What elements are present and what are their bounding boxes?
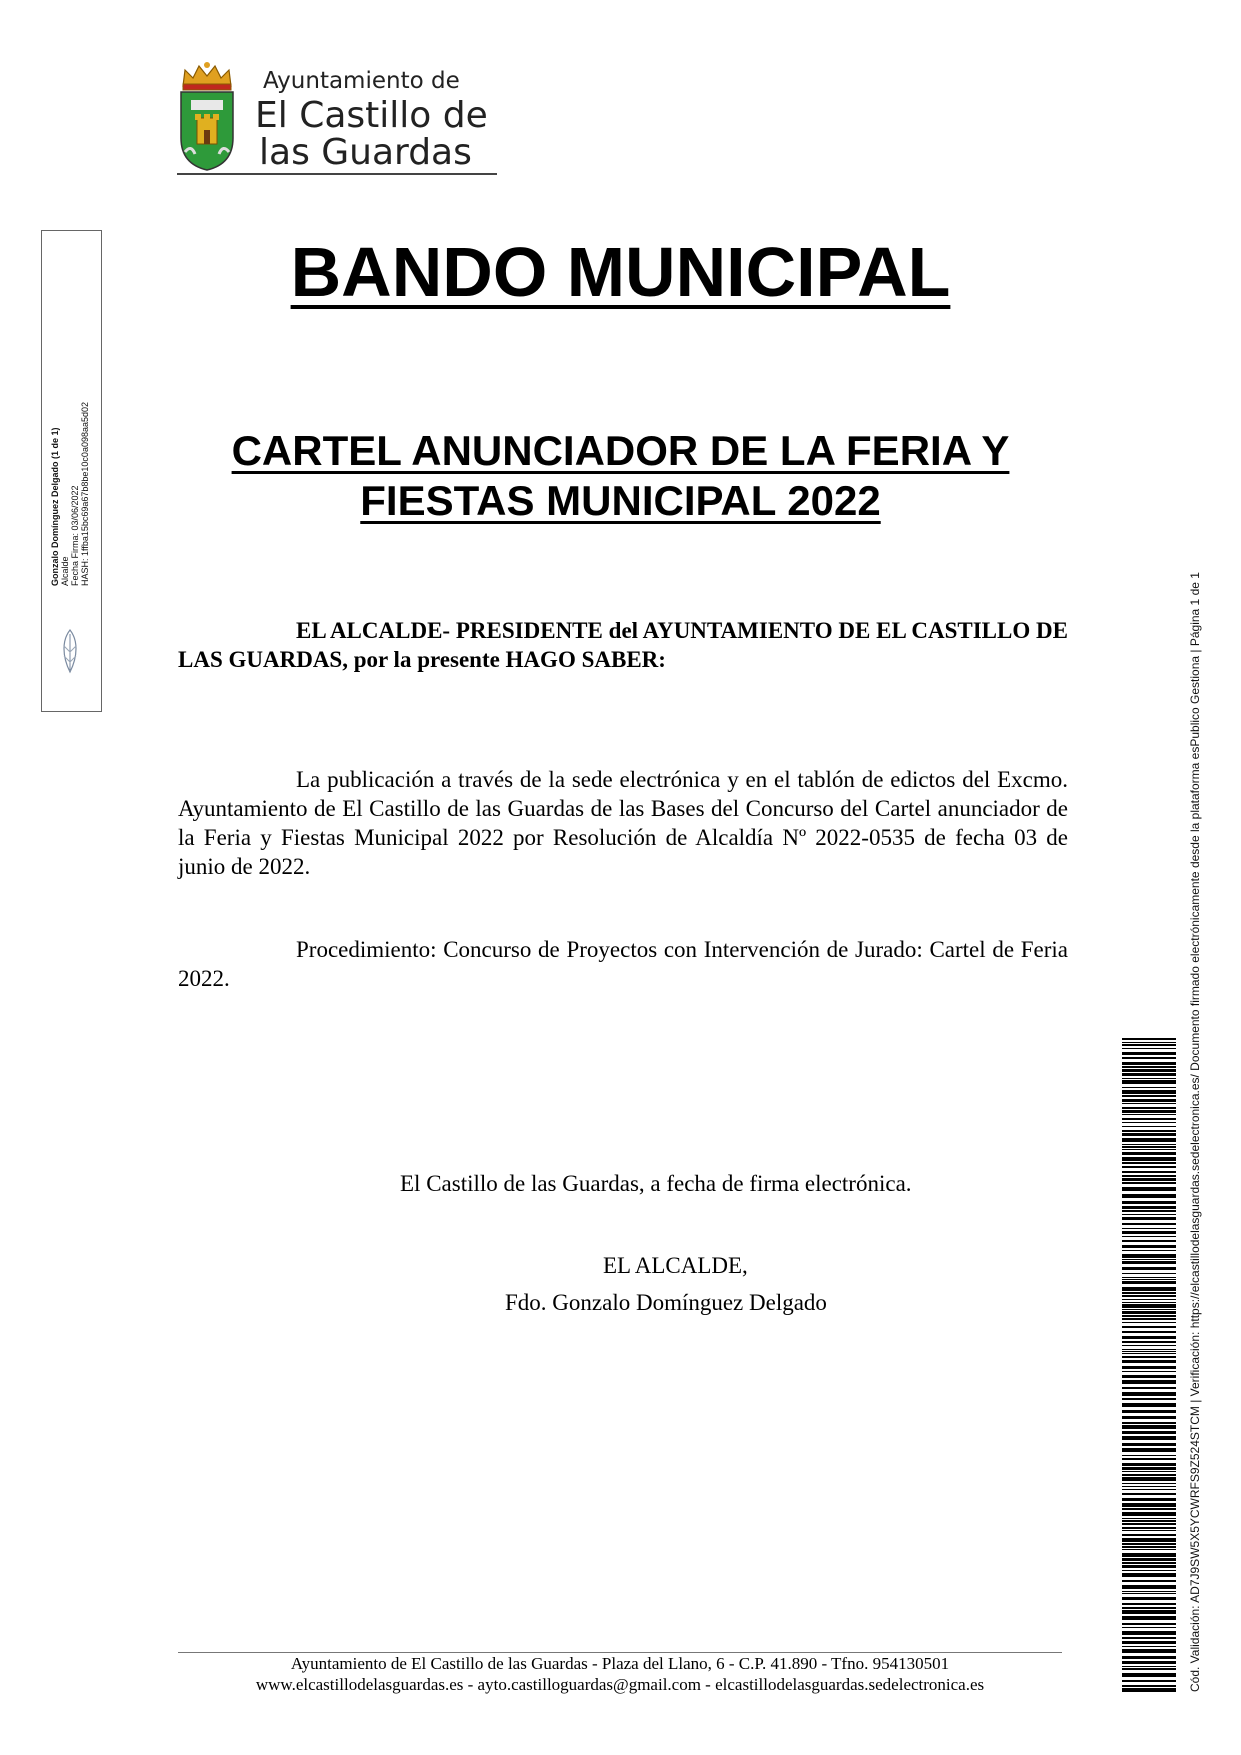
barcode-bar [1122, 1210, 1176, 1212]
barcode-bar [1122, 1217, 1176, 1220]
barcode-bar [1122, 1304, 1176, 1308]
logo-text-line1: Ayuntamiento de [263, 68, 460, 94]
barcode-bar [1122, 1133, 1176, 1136]
barcode-bar [1122, 1062, 1176, 1065]
barcode-bar [1122, 1631, 1176, 1635]
barcode-bar [1122, 1573, 1176, 1577]
barcode-bar [1122, 1458, 1176, 1460]
barcode-bar [1122, 1527, 1176, 1529]
barcode-bar [1122, 1673, 1176, 1677]
barcode-bar [1122, 1223, 1176, 1225]
barcode-bar [1122, 1562, 1176, 1564]
barcode-bar [1122, 1688, 1176, 1692]
barcode-bar [1122, 1254, 1176, 1258]
barcode-bar [1122, 1311, 1176, 1314]
barcode-bar [1122, 1078, 1176, 1079]
barcode-bar [1122, 1543, 1176, 1545]
barcode-bar [1122, 1057, 1176, 1059]
barcode-bar [1122, 1201, 1176, 1204]
barcode-bar [1122, 1380, 1176, 1384]
barcode-bar [1122, 1152, 1176, 1155]
barcode-bar [1122, 1585, 1176, 1589]
barcode-bar [1122, 1356, 1176, 1358]
barcode-bar [1122, 1360, 1176, 1363]
logo-text-line2: El Castillo de [255, 95, 488, 136]
barcode-bar [1122, 1138, 1176, 1142]
barcode-bar [1122, 1038, 1176, 1040]
barcode-bar [1122, 1549, 1176, 1550]
barcode-bar [1122, 1231, 1176, 1234]
barcode-bar [1122, 1436, 1176, 1440]
barcode-bar [1122, 1144, 1176, 1145]
barcode-bar [1122, 1534, 1176, 1536]
signature-date: Fecha Firma: 03/06/2022 [70, 485, 80, 586]
document-title: BANDO MUNICIPAL [290, 233, 951, 311]
barcode-bar [1122, 1503, 1176, 1507]
municipal-logo [177, 60, 497, 176]
barcode-bar [1122, 1471, 1176, 1472]
document-subtitle: CARTEL ANUNCIADOR DE LA FERIA Y FIESTAS MUNICIPAL 2022 [231, 427, 1010, 524]
barcode-bar [1122, 1448, 1176, 1452]
barcode-bar [1122, 1130, 1176, 1132]
logo-text-line3: las Guardas [259, 132, 472, 173]
barcode-bar [1122, 1387, 1176, 1389]
barcode-bar [1122, 1178, 1176, 1181]
footer-address: Ayuntamiento de El Castillo de las Guardas - Plaza del Llano, 6 - C.P. 41.890 - Tfno. 954130501 [290, 1654, 950, 1673]
barcode-bar [1122, 1087, 1176, 1088]
barcode-bar [1122, 1603, 1176, 1605]
barcode-bar [1122, 1341, 1176, 1343]
barcode-bar [1122, 1546, 1176, 1548]
barcode-bar [1122, 1474, 1176, 1476]
barcode-bar [1122, 1616, 1176, 1620]
barcode-bar [1122, 1095, 1176, 1097]
barcode-bar [1122, 1122, 1176, 1123]
barcode-bar [1122, 1443, 1176, 1446]
barcode-bar [1122, 1118, 1176, 1120]
body-paragraph-1: La publicación a través de la sede electrónica y en el tablón de edictos del Excmo. Ayuntamiento de El Castillo de las Guardas de las Bases del Concurso del Cartel anunciador de la Feria y Fiestas Municipal 2022 por Resolución de Alcaldía Nº 2022-0535 de fecha 03 de junio de 2022. [178, 767, 1068, 879]
barcode-bar [1122, 1322, 1176, 1323]
barcode-bar [1122, 1162, 1176, 1164]
barcode-bar [1122, 1498, 1176, 1501]
barcode-bar [1122, 1477, 1176, 1481]
barcode-bar [1122, 1410, 1176, 1413]
barcode-bar [1122, 1680, 1176, 1682]
barcode-bar [1122, 1182, 1176, 1184]
barcode-bar [1122, 1042, 1176, 1043]
barcode-bar [1122, 1103, 1176, 1104]
barcode-bar [1122, 1610, 1176, 1614]
signature-hash: HASH: 1ffba15bc69a67b8be10c0a098aa5d02 [80, 402, 90, 586]
barcode-bar [1122, 1403, 1176, 1407]
barcode-bar [1122, 1267, 1176, 1270]
barcode-bar [1122, 1299, 1176, 1300]
barcode-bar [1122, 1538, 1176, 1542]
barcode-bar [1122, 1425, 1176, 1429]
barcode-bar [1122, 1240, 1176, 1242]
barcode-bar [1122, 1295, 1176, 1297]
barcode-bar [1122, 1565, 1176, 1568]
barcode-bar [1122, 1463, 1176, 1466]
barcode-bar [1122, 1146, 1176, 1148]
barcode-bar [1122, 1467, 1176, 1470]
barcode-bar [1122, 1518, 1176, 1519]
barcode-bar [1122, 1623, 1176, 1625]
barcode-bar [1122, 1315, 1176, 1317]
barcode-bar [1122, 1069, 1176, 1072]
barcode-bar [1122, 1392, 1176, 1396]
barcode-bar [1122, 1593, 1176, 1594]
barcode-bar [1122, 1214, 1176, 1215]
barcode-bar [1122, 1580, 1176, 1582]
barcode-bar [1122, 1277, 1176, 1278]
barcode-bar [1122, 1591, 1176, 1592]
barcode-bar [1122, 1486, 1176, 1487]
barcode-bar [1122, 1326, 1176, 1328]
barcode-bar [1122, 1637, 1176, 1639]
barcode-bar [1122, 1175, 1176, 1177]
barcode-bar [1122, 1245, 1176, 1248]
barcode-bar [1122, 1126, 1176, 1127]
intro-paragraph: EL ALCALDE- PRESIDENTE del AYUNTAMIENTO DE EL CASTILLO DE LAS GUARDAS, por la presente HAGO SABER: [178, 618, 1068, 672]
barcode-bar [1122, 1287, 1176, 1291]
footer-divider [178, 1652, 1062, 1653]
barcode-bar [1122, 1483, 1176, 1484]
barcode-bar [1122, 1066, 1176, 1068]
barcode-bar [1122, 1668, 1176, 1670]
barcode-bar [1122, 1080, 1176, 1084]
place-date-line: El Castillo de las Guardas, a fecha de firma electrónica. [400, 1171, 912, 1196]
barcode-bar [1122, 1553, 1176, 1557]
barcode-bar [1122, 1090, 1176, 1094]
barcode-bar [1122, 1416, 1176, 1419]
barcode-bar [1122, 1345, 1176, 1346]
barcode-bar [1122, 1292, 1176, 1294]
barcode-bar [1122, 1455, 1176, 1456]
barcode-bar [1122, 1099, 1176, 1102]
barcode-bar [1122, 1627, 1176, 1628]
barcode-bar [1122, 1336, 1176, 1339]
barcode-bar [1122, 1107, 1176, 1109]
validation-barcode-icon [1122, 1038, 1176, 1694]
barcode-bar [1122, 1273, 1176, 1274]
barcode-bar [1122, 1259, 1176, 1260]
barcode-bar [1122, 1309, 1176, 1310]
barcode-bar [1122, 1044, 1176, 1046]
logo-underline [177, 173, 497, 175]
barcode-bar [1122, 1641, 1176, 1644]
barcode-bar [1122, 1194, 1176, 1198]
signature-role: Alcalde [60, 556, 70, 586]
barcode-bar [1122, 1279, 1176, 1280]
validation-text: Cód. Validación: AD7J9SW5X5YCWRFS9Z524STCM | Verificación: https://elcastillodelasguardas.sedelectronica.es/ Documento firmado electrónicamente desde la plataforma esPublico Gestiona | Página 1 de 1 [1188, 572, 1202, 1692]
barcode-bar [1122, 1228, 1176, 1229]
barcode-bar [1122, 1048, 1176, 1049]
body-paragraph-2: Procedimiento: Concurso de Proyectos con Intervención de Jurado: Cartel de Feria 2022. [178, 937, 1068, 991]
barcode-bar [1122, 1149, 1176, 1150]
barcode-bar [1122, 1398, 1176, 1400]
barcode-bar [1122, 1073, 1176, 1076]
barcode-bar [1122, 1661, 1176, 1664]
barcode-bar [1122, 1523, 1176, 1525]
barcode-bar [1122, 1206, 1176, 1209]
barcode-bar [1122, 1656, 1176, 1659]
barcode-bar [1122, 1520, 1176, 1522]
barcode-bar [1122, 1349, 1176, 1350]
barcode-bar [1122, 1331, 1176, 1333]
barcode-bar [1122, 1166, 1176, 1168]
barcode-bar [1122, 1570, 1176, 1571]
signer-title: EL ALCALDE, [603, 1253, 748, 1278]
barcode-bar [1122, 1157, 1176, 1161]
barcode-bar [1122, 1508, 1176, 1510]
barcode-bar [1122, 1375, 1176, 1378]
signature-name: Gonzalo Domínguez Delgado (1 de 1) [50, 427, 60, 586]
barcode-bar [1122, 1493, 1176, 1495]
barcode-bar [1122, 1512, 1176, 1516]
barcode-bar [1122, 1666, 1176, 1667]
barcode-bar [1122, 1597, 1176, 1600]
barcode-bar [1122, 1646, 1176, 1647]
barcode-bar [1122, 1171, 1176, 1173]
barcode-bar [1122, 1649, 1176, 1653]
barcode-bar [1122, 1236, 1176, 1237]
barcode-bar [1122, 1607, 1176, 1609]
barcode-bar [1122, 1530, 1176, 1531]
barcode-bar [1122, 1250, 1176, 1251]
signer-name: Fdo. Gonzalo Domínguez Delgado [505, 1290, 827, 1315]
barcode-bar [1122, 1366, 1176, 1369]
barcode-bar [1122, 1353, 1176, 1354]
barcode-bar [1122, 1489, 1176, 1490]
barcode-bar [1122, 1281, 1176, 1284]
barcode-bar [1122, 1371, 1176, 1372]
footer-contacts: www.elcastillodelasguardas.es - ayto.castilloguardas@gmail.com - elcastillodelasguardas.sedelectronica.es [255, 1675, 985, 1694]
barcode-bar [1122, 1261, 1176, 1264]
signature-stamp-icon [56, 626, 84, 676]
barcode-bar [1122, 1110, 1176, 1113]
barcode-bar [1122, 1114, 1176, 1115]
barcode-bar [1122, 1422, 1176, 1424]
barcode-bar [1122, 1187, 1176, 1191]
barcode-bar [1122, 1431, 1176, 1434]
barcode-bar [1122, 1685, 1176, 1687]
barcode-bar [1122, 1351, 1176, 1352]
barcode-bar [1122, 1302, 1176, 1303]
barcode-bar [1122, 1052, 1176, 1055]
barcode-bar [1122, 1318, 1176, 1320]
barcode-bar [1122, 1558, 1176, 1561]
coat-of-arms-icon [177, 60, 237, 172]
